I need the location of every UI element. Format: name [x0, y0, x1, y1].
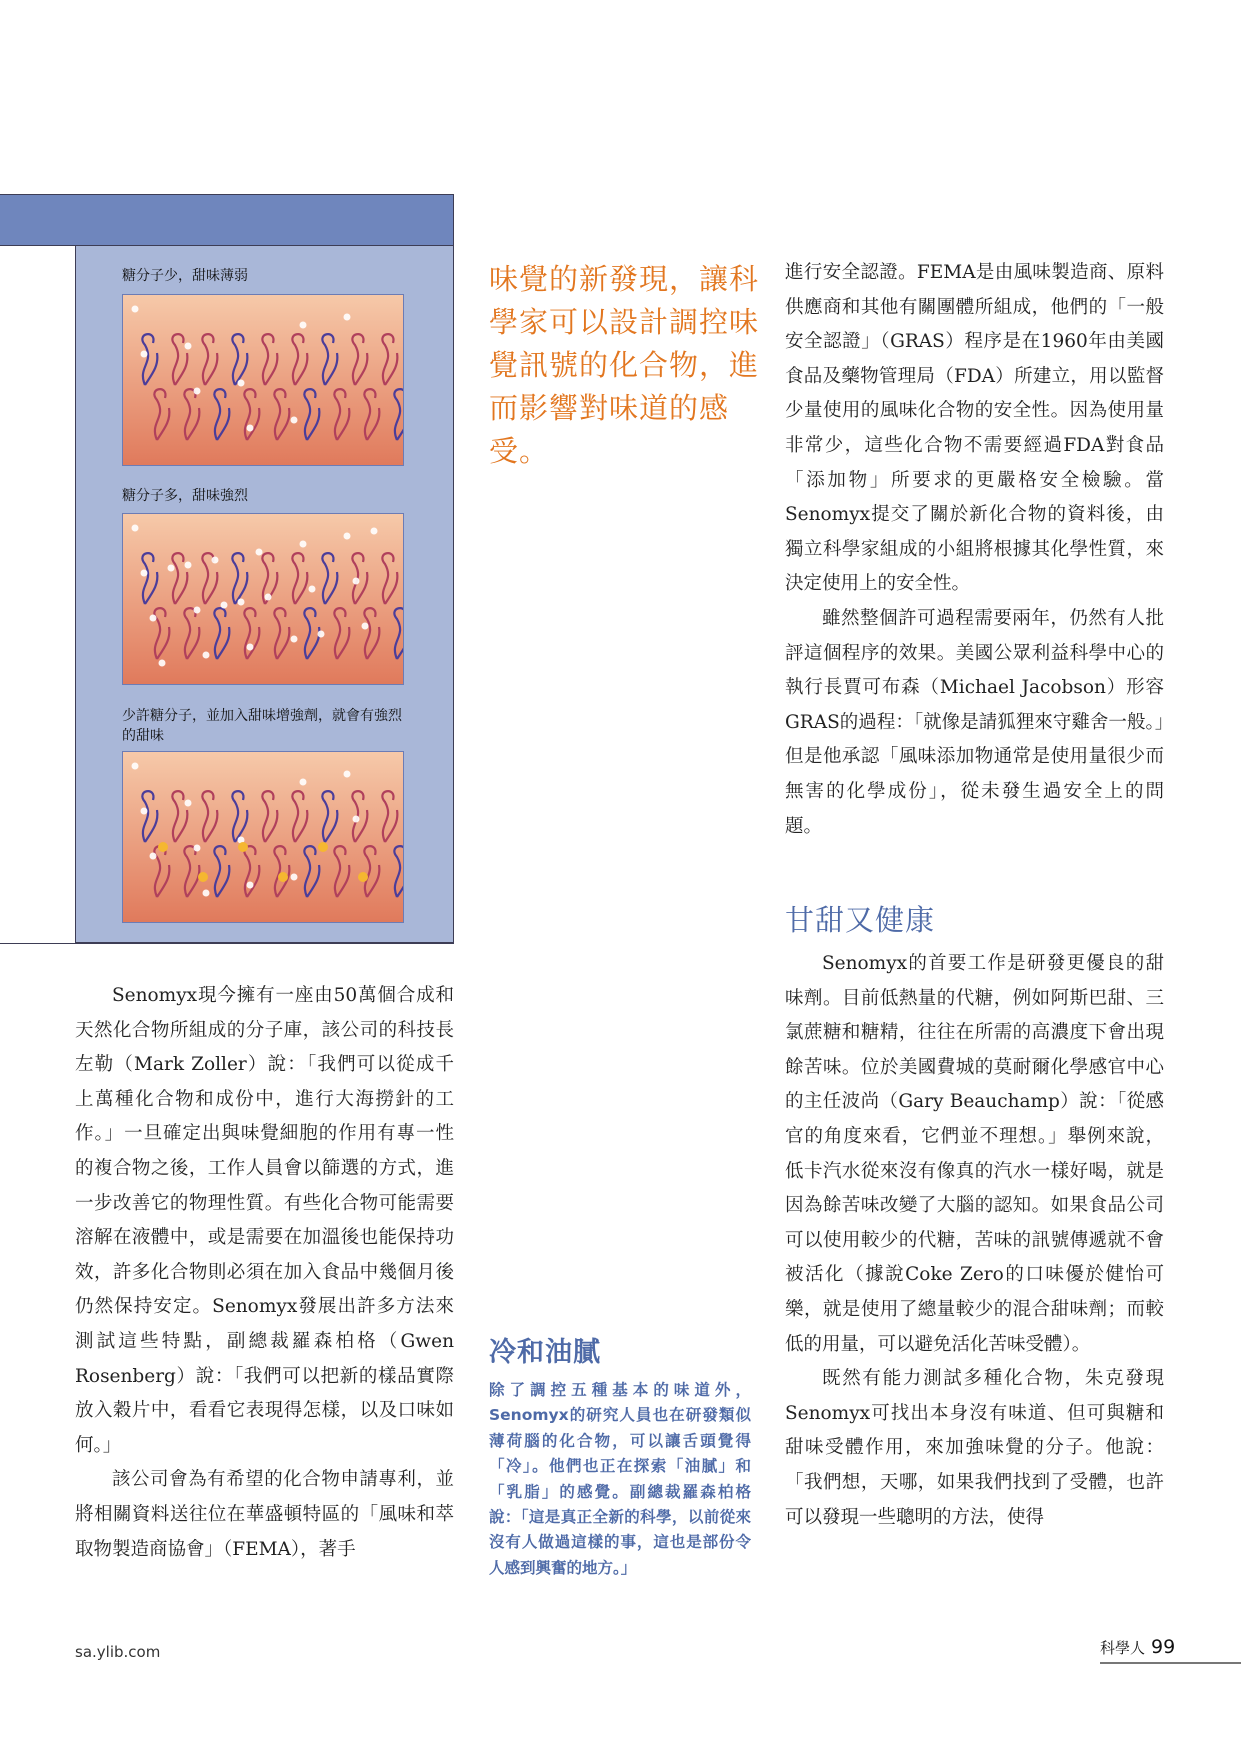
sugar-molecule [362, 623, 369, 630]
paragraph: 既然有能力測試多種化合物，朱克發現Senomyx可找出本身沒有味道、但可與糖和甜味受體作用，來加強味覺的分子。他說：「我們想，天哪，如果我們找到了受體，也許可以發現一些聰明的方法，使得 [785, 1368, 1164, 1528]
footer-folio [1100, 1636, 1175, 1658]
figure-image-few-sugar [122, 294, 404, 466]
figure-caption-2: 糖分子多，甜味強烈 [122, 488, 248, 504]
sugar-molecule [132, 306, 139, 313]
figure-bottom-rule [0, 943, 454, 944]
sidebar-text: 除了調控五種基本的味道外，Senomyx的研究人員也在研發類似薄荷腦的化合物，可以讓舌頭覺得「冷」。他們也正在探索「油膩」和「乳脂」的感覺。副總裁羅森柏格說：「這是真正全新的科學，以前從來沒有人做過這樣的事，這也是部份令人感到興奮的地方。」 [489, 1381, 751, 1577]
receptor-illustration-2 [123, 514, 403, 684]
magazine-name: 科學人 [1100, 1639, 1146, 1657]
sugar-molecule [150, 615, 157, 622]
page-number: 99 [1151, 1636, 1176, 1658]
sugar-molecule [203, 890, 210, 897]
figure-image-many-sugar [122, 513, 404, 685]
sugar-molecule [212, 557, 219, 564]
sugar-molecule [238, 599, 245, 606]
enhancer-molecule [358, 872, 368, 882]
sugar-molecule [291, 636, 298, 643]
sugar-molecule [159, 660, 166, 667]
sugar-molecule [344, 771, 351, 778]
paragraph: 該公司會為有希望的化合物申請專利，並將相關資料送往位在華盛頓特區的「風味和萃取物製造商協會」（FEMA），著手 [75, 1469, 454, 1560]
enhancer-molecule [158, 842, 168, 852]
sugar-molecule [300, 779, 307, 786]
body-column-right-top [785, 256, 1164, 844]
sugar-molecule [344, 533, 351, 540]
sugar-molecule [291, 874, 298, 881]
receptor-illustration-1 [123, 295, 403, 465]
sugar-molecule [247, 425, 254, 432]
sugar-molecule [141, 351, 148, 358]
sugar-molecule [185, 343, 192, 350]
sugar-molecule [291, 417, 298, 424]
sugar-molecule [141, 570, 148, 577]
figure-panel [75, 246, 454, 943]
sugar-molecule [256, 549, 263, 556]
figure-image-enhancer [122, 751, 404, 923]
footer-url: sa.ylib.com [75, 1643, 161, 1661]
figure-caption-3: 少許糖分子，並加入甜味增強劑，就會有強烈的甜味 [122, 708, 402, 744]
sugar-molecule [353, 816, 360, 823]
sugar-molecule [185, 800, 192, 807]
sugar-molecule [300, 322, 307, 329]
enhancer-molecule [278, 872, 288, 882]
sugar-molecule [344, 314, 351, 321]
sugar-molecule [247, 644, 254, 651]
sugar-molecule [371, 528, 378, 535]
enhancer-molecule [198, 872, 208, 882]
figure-header-bar [0, 194, 454, 246]
sugar-molecule [150, 853, 157, 860]
paragraph: 雖然整個許可過程需要兩年，仍然有人批評這個程序的效果。美國公眾利益科學中心的執行長賈可布森（Michael Jacobson）形容GRAS的過程：「就像是請狐狸來守雞舍一般。」但是他承認「風味添加物通常是使用量很少而無害的化學成份」，從未發生過安全上的問題。 [785, 607, 1164, 837]
sugar-molecule [300, 541, 307, 548]
enhancer-molecule [238, 842, 248, 852]
receptor-illustration-3 [123, 752, 403, 922]
sugar-molecule [221, 602, 228, 609]
sugar-molecule [238, 380, 245, 387]
sugar-molecule [247, 882, 254, 889]
sugar-molecule [318, 631, 325, 638]
sugar-molecule [185, 562, 192, 569]
sugar-molecule [141, 808, 148, 815]
sidebar-heading: 冷和油膩 [489, 1337, 601, 1368]
body-column-left [75, 979, 454, 1567]
sugar-molecule [168, 565, 175, 572]
sugar-molecule [203, 652, 210, 659]
sugar-molecule [309, 586, 316, 593]
sugar-molecule [194, 607, 201, 614]
sugar-molecule [353, 578, 360, 585]
paragraph: Senomyx現今擁有一座由50萬個合成和天然化合物所組成的分子庫，該公司的科技長左勒（Mark Zoller）說：「我們可以從成千上萬種化合物和成份中，進行大海撈針的工作。」一旦確定出與味覺細胞的作用有專一性的複合物之後，工作人員會以篩選的方式，進一步改善它的物理性質。有些化合物可能需要溶解在液體中，或是需要在加溫後也能保持功效，許多化合物則必須在加入食品中幾個月後仍然保持安定。Senomyx發展出許多方法來測試這些特點，副總裁羅森柏格（Gwen Rosenberg）說：「我們可以把新的樣品實際放入穀片中，看看它表現得怎樣，以及口味如何。」 [75, 985, 454, 1456]
sugar-molecule [132, 763, 139, 770]
sugar-molecule [194, 388, 201, 395]
sugar-molecule [194, 845, 201, 852]
pull-quote: 味覺的新發現，讓科學家可以設計調控味覺訊號的化合物，進而影響對味道的感受。 [489, 262, 760, 468]
paragraph: Senomyx的首要工作是研發更優良的甜味劑。目前低熱量的代糖，例如阿斯巴甜、三氯蔗糖和糖精，往往在所需的高濃度下會出現餘苦味。位於美國費城的莫耐爾化學感官中心的主任波尚（Gary Beauchamp）說：「從感官的角度來看，它們並不理想。」舉例來說，低卡汽水從來沒有像真的汽水一樣好喝，就是因為餘苦味改變了大腦的認知。如果食品公司可以使用較少的代糖，苦味的訊號傳遞就不會被活化（據說Coke Zero的口味優於健怡可樂，就是使用了總量較少的混合甜味劑；而較低的用量，可以避免活化苦味受體）。 [785, 953, 1164, 1355]
footer-rule [1100, 1662, 1241, 1664]
sugar-molecule [265, 594, 272, 601]
body-column-right-bottom [785, 947, 1164, 1535]
section-heading: 甘甜又健康 [785, 903, 936, 937]
paragraph: 進行安全認證。FEMA是由風味製造商、原料供應商和其他有關團體所組成，他們的「一般安全認證」（GRAS）程序是在1960年由美國食品及藥物管理局（FDA）所建立，用以監督少量使用的風味化合物的安全性。因為使用量非常少，這些化合物不需要經過FDA對食品「添加物」所要求的更嚴格安全檢驗。當Senomyx提交了關於新化合物的資料後，由獨立科學家組成的小組將根據其化學性質，來決定使用上的安全性。 [785, 262, 1164, 595]
enhancer-molecule [318, 842, 328, 852]
figure-caption-1: 糖分子少，甜味薄弱 [122, 268, 248, 284]
sugar-molecule [132, 525, 139, 532]
